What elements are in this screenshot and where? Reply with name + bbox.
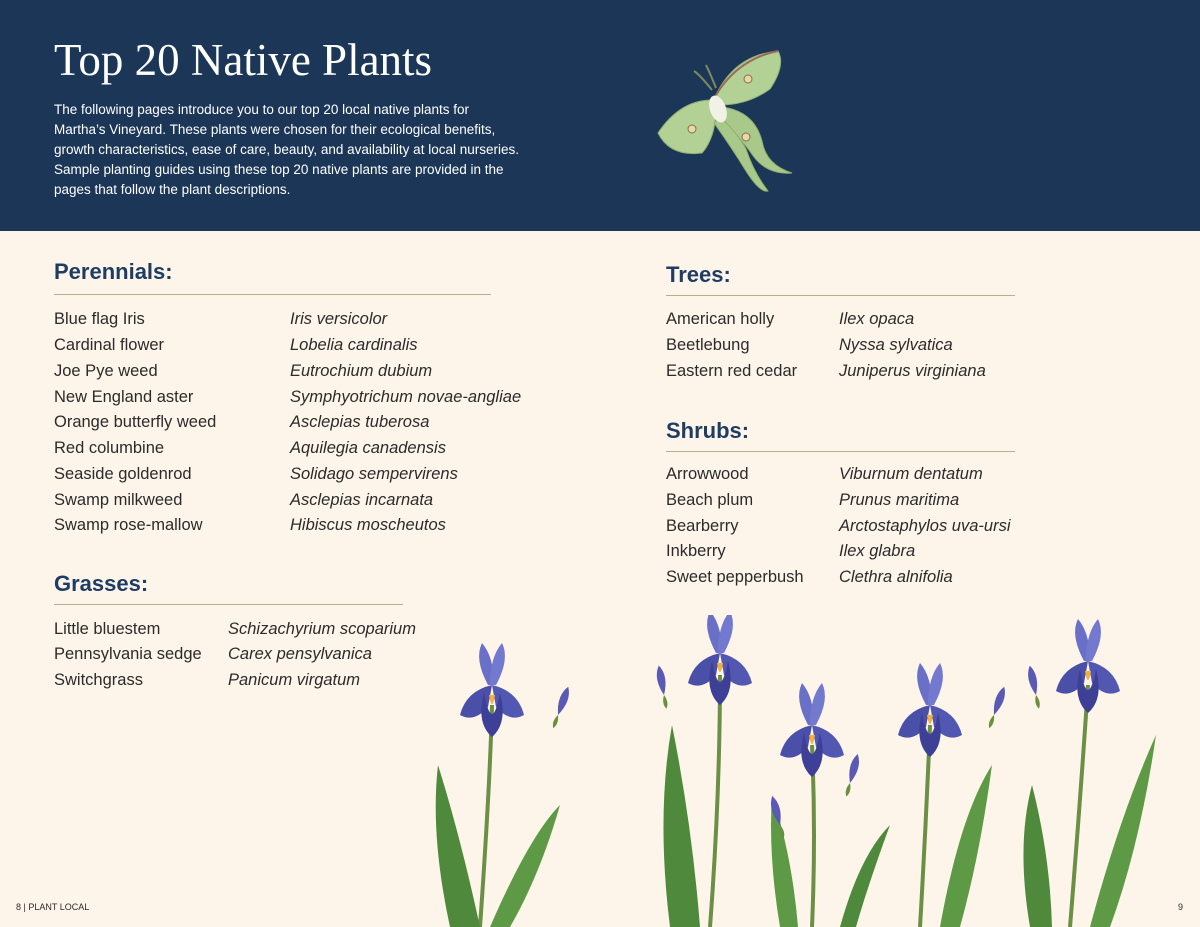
- latin-name: Ilex opaca: [839, 310, 915, 328]
- shrubs-divider: [666, 451, 1015, 452]
- plant-row: [54, 642, 424, 666]
- common-name: New England aster: [54, 388, 194, 406]
- latin-name: Clethra alnifolia: [839, 568, 953, 586]
- common-name: Little bluestem: [54, 620, 161, 638]
- latin-name: Iris versicolor: [290, 310, 388, 328]
- common-name: Eastern red cedar: [666, 362, 798, 380]
- perennials-heading: Perennials:: [54, 259, 173, 284]
- grasses-heading: Grasses:: [54, 571, 149, 596]
- plant-row: [666, 333, 1026, 357]
- left-page-folio: 8 | PLANT LOCAL: [16, 902, 90, 912]
- latin-name: Eutrochium dubium: [290, 362, 433, 380]
- intro-line: The following pages introduce you to our top 20 local native plants for: [54, 102, 470, 117]
- luna-moth-icon: [650, 45, 810, 200]
- common-name: Switchgrass: [54, 671, 143, 689]
- latin-name: Carex pensylvanica: [228, 645, 372, 663]
- latin-name: Schizachyrium scoparium: [228, 620, 416, 638]
- latin-name: Asclepias incarnata: [290, 491, 434, 509]
- latin-name: Asclepias tuberosa: [290, 413, 430, 431]
- plant-row: [666, 462, 1026, 486]
- latin-name: Symphyotrichum novae-angliae: [290, 388, 522, 406]
- plant-row: [54, 462, 534, 486]
- plant-row: [54, 513, 534, 537]
- common-name: Swamp rose-mallow: [54, 516, 203, 534]
- common-name: Beach plum: [666, 491, 754, 509]
- common-name: Sweet pepperbush: [666, 568, 804, 586]
- latin-name: Panicum virgatum: [228, 671, 361, 689]
- plant-row: [54, 333, 534, 357]
- plant-row: [666, 565, 1026, 589]
- common-name: Blue flag Iris: [54, 310, 145, 328]
- latin-name: Lobelia cardinalis: [290, 336, 418, 354]
- plant-row: [54, 488, 534, 512]
- common-name: Arrowwood: [666, 465, 749, 483]
- plant-row: [666, 359, 1026, 383]
- intro-line: Martha’s Vineyard. These plants were chosen for their ecological benefits,: [54, 122, 496, 137]
- trees-heading: Trees:: [666, 262, 731, 287]
- latin-name: Solidago sempervirens: [290, 465, 458, 483]
- shrubs-heading: Shrubs:: [666, 418, 750, 443]
- latin-name: Hibiscus moscheutos: [290, 516, 446, 534]
- common-name: Cardinal flower: [54, 336, 165, 354]
- latin-name: Nyssa sylvatica: [839, 336, 953, 354]
- common-name: Seaside goldenrod: [54, 465, 192, 483]
- latin-name: Viburnum dentatum: [839, 465, 983, 483]
- common-name: Pennsylvania sedge: [54, 645, 202, 663]
- intro-line: pages that follow the plant descriptions.: [54, 182, 291, 197]
- plant-row: [666, 539, 1026, 563]
- plant-row: [666, 514, 1026, 538]
- plant-row: [54, 668, 424, 692]
- plant-row: [54, 617, 424, 641]
- plant-row: [54, 385, 534, 409]
- latin-name: Juniperus virginiana: [839, 362, 986, 380]
- plant-row: [54, 410, 534, 434]
- perennials-divider: [54, 294, 491, 295]
- grasses-divider: [54, 604, 403, 605]
- plant-row: [54, 436, 534, 460]
- blue-flag-iris-icon: [420, 615, 1200, 927]
- trees-divider: [666, 295, 1015, 296]
- common-name: Swamp milkweed: [54, 491, 183, 509]
- common-name: Orange butterfly weed: [54, 413, 217, 431]
- plant-row: [54, 359, 534, 383]
- latin-name: Aquilegia canadensis: [290, 439, 446, 457]
- latin-name: Ilex glabra: [839, 542, 916, 560]
- plant-row: [666, 488, 1026, 512]
- common-name: Beetlebung: [666, 336, 750, 354]
- intro-line: growth characteristics, ease of care, beauty, and availability at local nurseries.: [54, 142, 519, 157]
- plant-row: [666, 307, 1026, 331]
- right-page-folio: 9: [1178, 902, 1184, 912]
- header-banner: [0, 0, 1200, 231]
- latin-name: Arctostaphylos uva-ursi: [839, 517, 1011, 535]
- intro-line: Sample planting guides using these top 20 native plants are provided in the: [54, 162, 504, 177]
- common-name: Bearberry: [666, 517, 739, 535]
- common-name: Red columbine: [54, 439, 165, 457]
- page-title: Top 20 Native Plants: [54, 35, 433, 85]
- plant-row: [54, 307, 534, 331]
- common-name: Joe Pye weed: [54, 362, 158, 380]
- common-name: Inkberry: [666, 542, 726, 560]
- latin-name: Prunus maritima: [839, 491, 960, 509]
- common-name: American holly: [666, 310, 775, 328]
